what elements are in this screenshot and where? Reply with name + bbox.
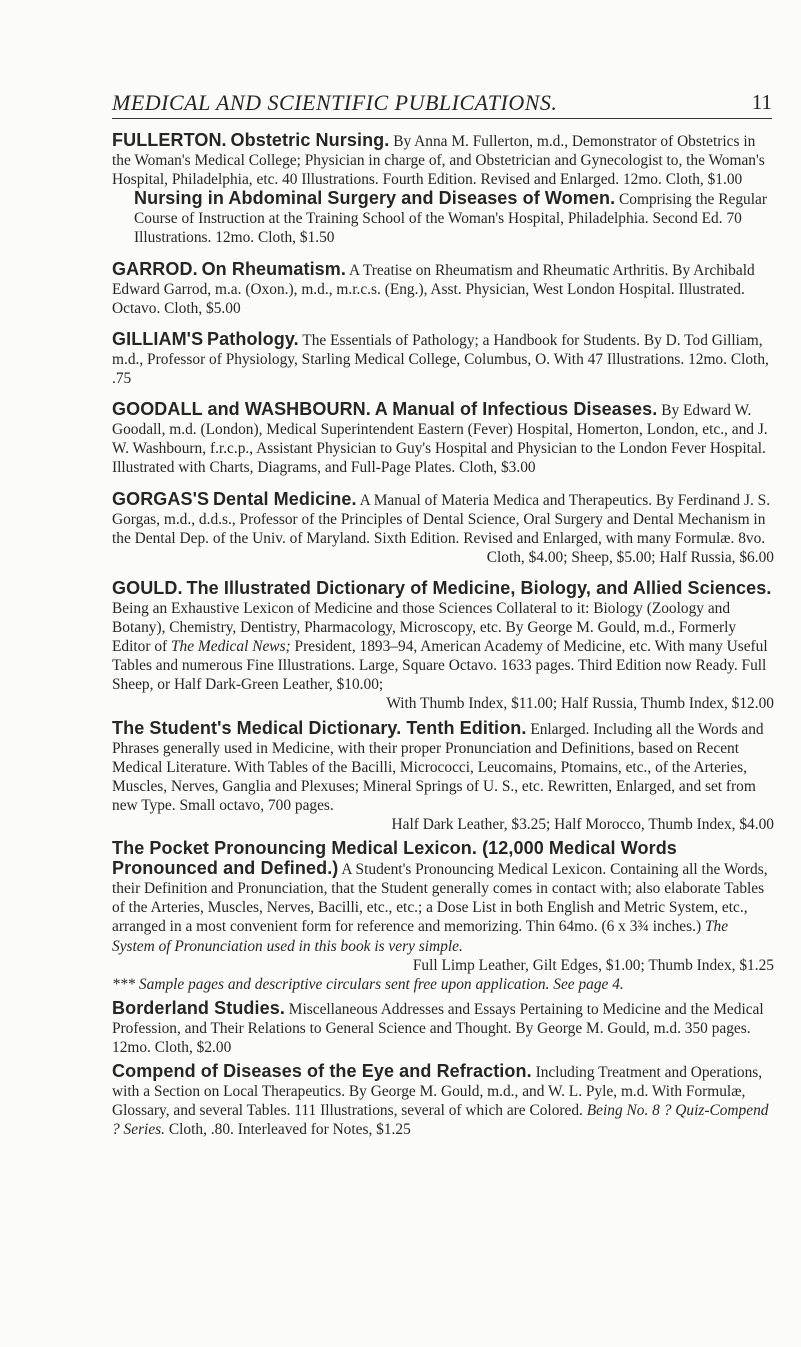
entry-title: Borderland Studies. xyxy=(112,997,285,1018)
entry-title: The Illustrated Dictionary of Medicine, Biology, and Allied Sciences. xyxy=(186,577,772,598)
series-note: Being No. 8 ? Quiz-Compend ? Series. xyxy=(112,1102,769,1139)
entry-title: A Manual of Infectious Diseases. xyxy=(374,399,658,420)
page-number: 11 xyxy=(751,90,772,114)
entry-description: The Essentials of Pathology; a Handbook for Students. By D. Tod Gilliam, m.d., Professor of Physiology, Starling Medical College, Columbus, O. With 47 Illustrations. 12mo. Cloth, .75 xyxy=(112,331,769,388)
entry-author: GARROD. xyxy=(112,258,198,279)
entry-description: A Treatise on Rheumatism and Rheumatic Arthritis. By Archibald Edward Garrod, m.a. (Oxon.), m.d., m.r.c.s. (Eng.), Asst. Physician, West London Hospital. Illustrated. Octavo. Cloth, $5.00 xyxy=(112,261,755,317)
entry-price: Half Dark Leather, $3.25; Half Morocco, Thumb Index, $4.00 xyxy=(391,816,774,833)
entry-description-continued: President, 1893–94, American Academy of Medicine, etc. With many Useful Tables and numerous Fine Illustrations. Large, Square Octavo. 1633 pages. Third Edition now Ready. Full Sheep, or Half Dark-Green Leather, $10.00; xyxy=(112,638,768,694)
entry-compend xyxy=(112,1062,774,1139)
entry-description: Enlarged. Including all the Words and Phrases generally used in Medicine, with their proper Pronunciation and Definitions, based on Recent Medical Literature. With Tables of the Bacilli, Micrococci, Leucomains, Ptomains, etc., of the Arteries, Muscles, Nerves, Ganglia and Plexuses; Mineral Springs of U. S., etc. Rewritten, Enlarged, and set from new Type. Small octavo, 700 pages. xyxy=(112,720,764,814)
page-header xyxy=(112,90,772,120)
circulars-note: *** Sample pages and descriptive circulars sent free upon application. See page 4. xyxy=(112,975,624,993)
entry-description: A Student's Pronouncing Medical Lexicon. Containing all the Words, their Definition and Pronunciation, that the Student generally comes in contact with; also elaborate Tables of the Arteries, Muscles, Nerves, Bacilli, etc., etc.; a Dose List in both English and Metric System, etc., arranged in a most convenient form for reference and memorizing. Thin 64mo. (6 x 3¾ inches.) xyxy=(112,861,768,936)
entry-author: GORGAS'S xyxy=(112,488,210,509)
entry-gorgas xyxy=(112,490,774,567)
entry-pocket-lexicon xyxy=(112,839,774,994)
entry-description: Being an Exhaustive Lexicon of Medicine and those Sciences Collateral to it: Biology (Zoology and Botany), Chemistry, Dentistry, Pharmacology, Microscopy, etc. By George M. Gould, m.d., Formerly Editor of xyxy=(112,599,737,656)
entry-garrod xyxy=(112,260,774,318)
entry-author: GILLIAM'S xyxy=(112,328,204,349)
entry-title: Compend of Diseases of the Eye and Refraction. xyxy=(112,1061,532,1082)
sub-entry-title: Nursing in Abdominal Surgery and Diseases of Women. xyxy=(134,188,616,209)
entry-borderland xyxy=(112,999,774,1057)
entry-title: Pathology. xyxy=(207,328,299,349)
sub-entry-description: Comprising the Regular Course of Instruction at the Training School of the Woman's Hospital, Philadelphia. Second Ed. 70 Illustrations. 12mo. Cloth, $1.50 xyxy=(134,191,767,247)
entry-gould xyxy=(112,579,774,714)
entry-gilliam xyxy=(112,330,774,388)
entry-title: Obstetric Nursing. xyxy=(230,130,390,150)
entry-description: By Anna M. Fullerton, m.d., Demonstrator of Obstetrics in the Woman's Medical College; Physician in charge of, and Obstetrician and Gynecologist to, the Woman's Hospital, Philadelphia, etc. 40 Illustrations. Fourth Edition. Revised and Enlarged. 12mo. Cloth, $1.00 xyxy=(112,133,765,189)
entry-description: A Manual of Materia Medica and Therapeutics. By Ferdinand J. S. Gorgas, m.d., d.d.s., Professor of the Principles of Dental Science, Oral Surgery and Dental Mechanism in the Dental Dep. of the Univ. of Maryland. Sixth Edition. Revised and Enlarged, with many Formulæ. 8vo. xyxy=(112,491,771,547)
pronunciation-note: The System of Pronunciation used in this book is very simple. xyxy=(112,918,729,955)
entry-title: On Rheumatism. xyxy=(201,258,346,279)
entry-author: GOULD. xyxy=(112,577,183,598)
entry-description: Miscellaneous Addresses and Essays Pertaining to Medicine and the Medical Profession, and Their Relations to General Science and Thought. By George M. Gould, m.d. 350 pages. 12mo. Cloth, $2.00 xyxy=(112,1000,764,1057)
sub-entry xyxy=(112,189,774,247)
entry-author: GOODALL and WASHBOURN. xyxy=(112,399,371,420)
catalog-entries xyxy=(112,131,774,1145)
entry-description: Including Treatment and Operations, with a Section on Local Therapeutics. By George M. Gould, m.d., and W. L. Pyle, m.d. With Formulæ, Glossary, and several Tables. 111 Illustrations, several of which are Colored. xyxy=(112,1064,763,1120)
header-rule xyxy=(112,118,772,119)
running-head: MEDICAL AND SCIENTIFIC PUBLICATIONS. xyxy=(112,90,558,115)
entry-goodall xyxy=(112,400,774,477)
entry-title: The Student's Medical Dictionary. Tenth Edition. xyxy=(112,717,527,738)
entry-title: The Pocket Pronouncing Medical Lexicon. (12,000 Medical Words Pronounced and Defined.) xyxy=(112,838,677,879)
entry-students-dictionary xyxy=(112,719,774,835)
entry-price: Full Limp Leather, Gilt Edges, $1.00; Thumb Index, $1.25 xyxy=(412,956,774,974)
entry-price: Cloth, $4.00; Sheep, $5.00; Half Russia, $6.00 xyxy=(486,548,774,566)
journal-name: The Medical News; xyxy=(171,638,291,656)
entry-price: Cloth, .80. Interleaved for Notes, $1.25 xyxy=(168,1121,411,1139)
entry-title: Dental Medicine. xyxy=(212,488,357,509)
entry-description: By Edward W. Goodall, m.d. (London), Medical Superintendent Eastern (Fever) Hospital, Homerton, London, etc., and J. W. Washbourn, f.r.c.p., Assistant Physician to Guy's Hospital and Physician to the London Fever Hospital. Illustrated with Charts, Diagrams, and Full-Page Plates. Cloth, $3.00 xyxy=(112,402,768,477)
entry-author: FULLERTON. xyxy=(112,130,227,150)
entry-price: With Thumb Index, $11.00; Half Russia, Thumb Index, $12.00 xyxy=(386,695,774,713)
entry-fullerton xyxy=(112,131,774,248)
